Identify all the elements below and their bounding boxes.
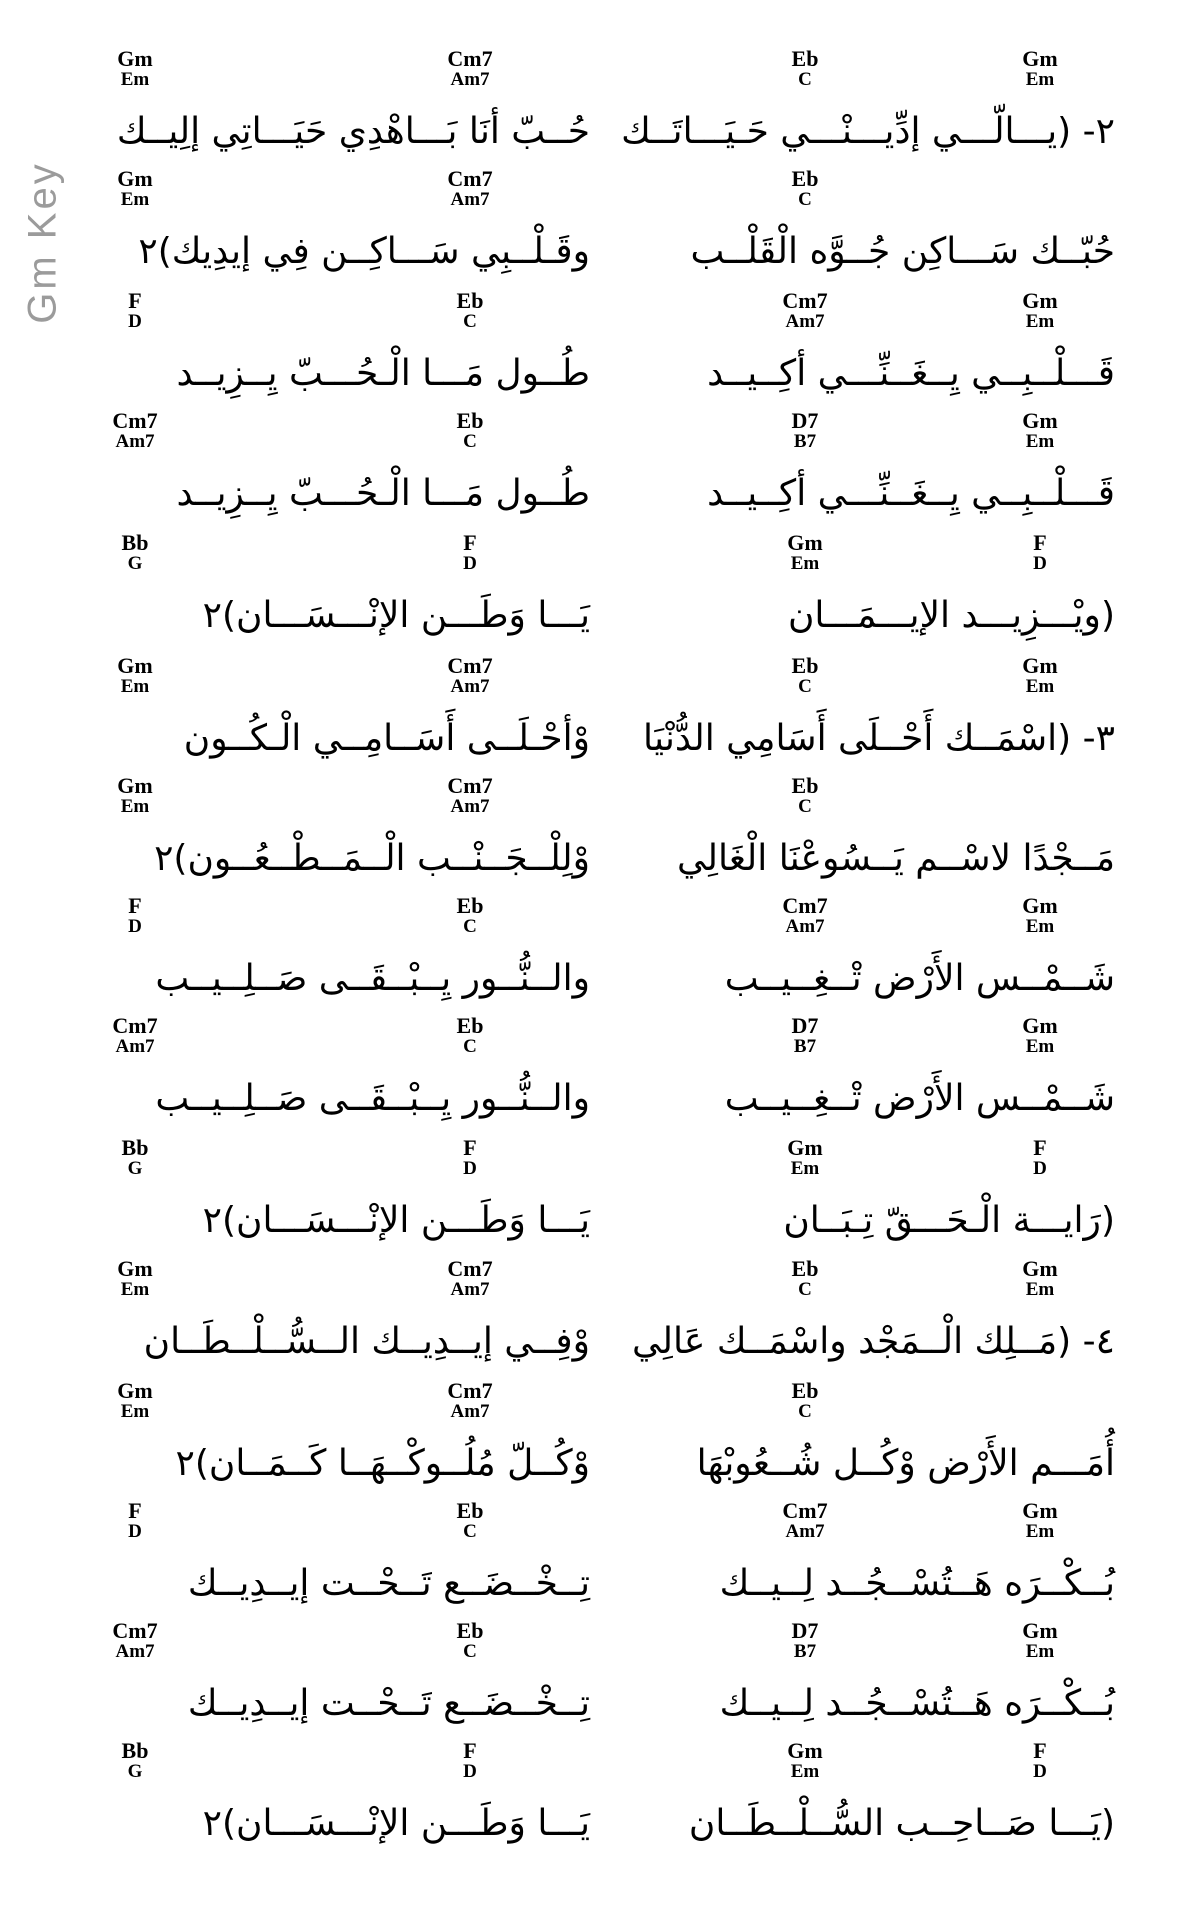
chord-transposed: Em	[1025, 69, 1055, 90]
chord-original: Cm7	[112, 1618, 158, 1643]
chord-original: Bb	[121, 1738, 149, 1763]
chord-original: Eb	[791, 166, 819, 191]
chord-label	[415, 168, 525, 209]
chord-transposed: Am7	[785, 311, 825, 332]
lyric-left-half: وْأحْـلَــى أَسَــامِــي الْـكُــون	[183, 718, 590, 759]
chord-original: Eb	[456, 288, 484, 313]
chord-original: D7	[791, 1013, 819, 1038]
chord-label	[750, 775, 860, 816]
lyric-right-half: بُــكْــرَه هَــتُسْــجُــد لِــيــك	[719, 1563, 1115, 1604]
lyric-right-half: (يَـــا صَــاحِــب السُّــلْــطَــان	[688, 1803, 1115, 1844]
chord-label	[750, 168, 860, 209]
chord-label	[80, 410, 190, 451]
chord-transposed: D	[128, 916, 142, 937]
chord-original: Eb	[456, 1498, 484, 1523]
chord-transposed: C	[798, 796, 812, 817]
chord-label	[750, 1500, 860, 1541]
chord-label	[750, 655, 860, 696]
chord-label	[80, 1740, 190, 1781]
chord-original: Cm7	[782, 893, 828, 918]
chord-original: Gm	[1022, 408, 1058, 433]
chord-label	[80, 1137, 190, 1178]
chord-original: Gm	[787, 1135, 823, 1160]
chord-original: F	[463, 1135, 477, 1160]
chord-label	[80, 1258, 190, 1299]
chord-label	[415, 532, 525, 573]
chord-label	[750, 290, 860, 331]
chord-transposed: Am7	[115, 1641, 155, 1662]
chord-label	[80, 168, 190, 209]
chord-original: Bb	[121, 1135, 149, 1160]
chord-label	[985, 895, 1095, 936]
chord-label	[985, 1620, 1095, 1661]
chord-label	[985, 532, 1095, 573]
chord-transposed: Em	[1025, 916, 1055, 937]
lyric-line	[0, 775, 1200, 897]
chord-label	[415, 290, 525, 331]
chord-label	[80, 290, 190, 331]
chord-transposed: G	[127, 1158, 143, 1179]
chord-transposed: C	[798, 676, 812, 697]
chord-transposed: D	[1033, 1158, 1047, 1179]
chord-transposed: Em	[120, 1401, 150, 1422]
lyric-line	[0, 1740, 1200, 1862]
lyric-right-half: شَــمْــس الأَرْض تْــغِــيــب	[724, 958, 1115, 999]
chord-label	[750, 1015, 860, 1056]
chord-transposed: Am7	[450, 796, 490, 817]
chord-transposed: G	[127, 553, 143, 574]
chord-original: Gm	[787, 1738, 823, 1763]
chord-label	[80, 1380, 190, 1421]
chord-label	[750, 48, 860, 89]
chord-label	[415, 775, 525, 816]
chord-transposed: Em	[790, 1158, 820, 1179]
chord-original: Bb	[121, 530, 149, 555]
chord-label	[80, 1500, 190, 1541]
chord-transposed: Em	[120, 189, 150, 210]
chord-original: Gm	[117, 46, 153, 71]
chord-original: Eb	[456, 1618, 484, 1643]
chord-label	[80, 895, 190, 936]
chord-transposed: C	[463, 431, 477, 452]
chord-transposed: D	[128, 1521, 142, 1542]
chord-transposed: D	[463, 1761, 477, 1782]
chord-label	[750, 410, 860, 451]
chord-transposed: C	[463, 916, 477, 937]
chord-label	[985, 1015, 1095, 1056]
chord-label	[985, 1137, 1095, 1178]
chord-label	[985, 1740, 1095, 1781]
chord-label	[985, 290, 1095, 331]
chord-original: Eb	[791, 46, 819, 71]
chord-original: Cm7	[112, 1013, 158, 1038]
chord-original: Cm7	[782, 1498, 828, 1523]
chord-transposed: Am7	[450, 189, 490, 210]
chord-transposed: C	[463, 1036, 477, 1057]
chord-original: Gm	[1022, 653, 1058, 678]
chord-original: Eb	[791, 653, 819, 678]
lyric-right-half: أُمَـــم الأَرْض وْكُــل شُــعُوبْهَا	[696, 1443, 1115, 1484]
chord-original: F	[463, 1738, 477, 1763]
chord-label	[80, 775, 190, 816]
lyric-right-half: شَــمْــس الأَرْض تْــغِــيــب	[724, 1078, 1115, 1119]
chord-original: Gm	[117, 1378, 153, 1403]
chord-original: Cm7	[782, 288, 828, 313]
chord-transposed: Em	[1025, 1036, 1055, 1057]
chord-label	[80, 532, 190, 573]
chord-transposed: C	[463, 311, 477, 332]
chord-transposed: Am7	[450, 69, 490, 90]
chord-original: F	[128, 288, 142, 313]
lyric-left-half: وقَـلْــبِي سَـــاكِــن فِي إيدِيك)٢	[138, 231, 590, 272]
chord-original: Gm	[1022, 1013, 1058, 1038]
lyric-line	[0, 1258, 1200, 1380]
chord-transposed: Am7	[450, 1401, 490, 1422]
chord-transposed: Am7	[450, 1279, 490, 1300]
chord-original: Gm	[1022, 288, 1058, 313]
chord-transposed: D	[128, 311, 142, 332]
chord-original: Gm	[1022, 1498, 1058, 1523]
lyric-right-half: حُبّــك سَـــاكِن جُــوَّه الْقَلْــب	[690, 231, 1115, 272]
lyric-line	[0, 48, 1200, 170]
chord-original: Gm	[117, 773, 153, 798]
chord-transposed: C	[798, 1279, 812, 1300]
chord-original: Cm7	[447, 166, 493, 191]
chord-transposed: C	[798, 1401, 812, 1422]
chord-label	[750, 1620, 860, 1661]
chord-transposed: B7	[793, 431, 817, 452]
chord-label	[415, 1137, 525, 1178]
chord-original: F	[463, 530, 477, 555]
chord-transposed: D	[463, 1158, 477, 1179]
chord-transposed: Em	[1025, 1641, 1055, 1662]
chord-transposed: C	[463, 1641, 477, 1662]
chord-label	[415, 1620, 525, 1661]
lyric-left-half: والــنُّــور يِــبْــقَــى صَــلِــيــب	[155, 958, 590, 999]
chord-original: Gm	[787, 530, 823, 555]
chord-original: F	[1033, 1135, 1047, 1160]
lyric-line	[0, 1380, 1200, 1502]
chord-label	[415, 1740, 525, 1781]
chord-transposed: Am7	[785, 1521, 825, 1542]
lyric-left-half: يَـــا وَطَـــن الإنْـــسَـــان)٢	[202, 595, 590, 636]
chord-label	[415, 895, 525, 936]
chord-label	[80, 655, 190, 696]
lyric-left-half: يَـــا وَطَـــن الإنْـــسَـــان)٢	[202, 1200, 590, 1241]
lyric-left-half: والــنُّــور يِــبْــقَــى صَــلِــيــب	[155, 1078, 590, 1119]
chord-label	[750, 1380, 860, 1421]
chord-original: D7	[791, 1618, 819, 1643]
chord-transposed: B7	[793, 1641, 817, 1662]
lyric-left-half: تِــخْــضَــع تَــحْــت إيــدِيــك	[187, 1683, 590, 1724]
chord-label	[80, 48, 190, 89]
chord-label	[750, 895, 860, 936]
chord-original: Eb	[791, 1256, 819, 1281]
lyric-right-half: بُــكْــرَه هَــتُسْــجُــد لِــيــك	[719, 1683, 1115, 1724]
chord-original: Cm7	[447, 46, 493, 71]
lyric-line	[0, 1500, 1200, 1622]
lyric-left-half: طُــول مَـــا الْـحُـــبّ يِــزِيــد	[176, 353, 590, 394]
chord-original: F	[128, 893, 142, 918]
lyric-left-half: حُــبّ أنَا بَـــاهْدِي حَيَـــاتِي إلِيــك	[116, 111, 590, 152]
lyric-line	[0, 290, 1200, 412]
chord-original: Cm7	[447, 773, 493, 798]
chord-transposed: Em	[1025, 431, 1055, 452]
chord-original: D7	[791, 408, 819, 433]
chord-transposed: G	[127, 1761, 143, 1782]
lyric-right-half: (ويْـــزِيـــد الإيـــمَـــان	[787, 595, 1115, 636]
chord-transposed: Am7	[785, 916, 825, 937]
chord-label	[985, 48, 1095, 89]
chord-label	[415, 1500, 525, 1541]
chord-label	[80, 1015, 190, 1056]
chord-original: Gm	[1022, 46, 1058, 71]
key-label-text: Gm Key	[21, 161, 66, 324]
chord-transposed: Em	[1025, 1279, 1055, 1300]
lyric-left-half: يَـــا وَطَـــن الإنْـــسَـــان)٢	[202, 1803, 590, 1844]
chord-transposed: Em	[120, 676, 150, 697]
chord-transposed: Em	[790, 1761, 820, 1782]
chord-transposed: Am7	[115, 1036, 155, 1057]
chord-label	[750, 1258, 860, 1299]
chord-transposed: B7	[793, 1036, 817, 1057]
lyric-line	[0, 655, 1200, 777]
chord-label	[985, 1258, 1095, 1299]
chord-original: Eb	[456, 1013, 484, 1038]
lyric-line	[0, 895, 1200, 1017]
chord-original: Eb	[456, 408, 484, 433]
chord-transposed: C	[798, 189, 812, 210]
lyric-right-half: قَـــلْــبِــي يِــغَــنِّـــي أكِــيــد	[707, 473, 1115, 514]
chord-label	[985, 1500, 1095, 1541]
lyric-line	[0, 168, 1200, 290]
lyric-left-half: تِــخْــضَــع تَــحْــت إيــدِيــك	[187, 1563, 590, 1604]
chord-label	[415, 1258, 525, 1299]
chord-transposed: C	[463, 1521, 477, 1542]
chord-original: Gm	[1022, 1256, 1058, 1281]
lyric-line	[0, 1620, 1200, 1742]
chord-transposed: Am7	[450, 676, 490, 697]
lyric-left-half: وْكُــلّ مُلُــوكْــهَــا كَــمَــان)٢	[175, 1443, 590, 1484]
chord-label	[750, 532, 860, 573]
chord-original: Gm	[1022, 893, 1058, 918]
chord-transposed: Em	[1025, 311, 1055, 332]
chord-transposed: D	[1033, 553, 1047, 574]
chord-label	[415, 1380, 525, 1421]
chord-transposed: Em	[120, 1279, 150, 1300]
chord-original: F	[128, 1498, 142, 1523]
chord-original: Gm	[1022, 1618, 1058, 1643]
lyric-right-half: (رَايـــة الْـحَـــقّ تِـبَــان	[783, 1200, 1115, 1241]
chord-original: Cm7	[112, 408, 158, 433]
chord-original: Eb	[456, 893, 484, 918]
chord-original: F	[1033, 530, 1047, 555]
chord-label	[985, 410, 1095, 451]
chord-label	[750, 1137, 860, 1178]
chord-original: Cm7	[447, 1378, 493, 1403]
chord-label	[415, 655, 525, 696]
chord-label	[750, 1740, 860, 1781]
chord-transposed: Em	[790, 553, 820, 574]
chord-original: Eb	[791, 773, 819, 798]
lyric-line	[0, 532, 1200, 654]
lyric-right-half: ٢- (يـــالّـــي إدِّيـــنْـــي حَـيَـــاتَــك	[621, 111, 1115, 152]
chord-original: Gm	[117, 653, 153, 678]
chord-label	[985, 655, 1095, 696]
chord-original: Gm	[117, 166, 153, 191]
chord-label	[415, 48, 525, 89]
chord-transposed: Am7	[115, 431, 155, 452]
lyric-line	[0, 1137, 1200, 1259]
lyric-left-half: وْفِــي إيــدِيــك الــسُّــلْــطَــان	[143, 1321, 590, 1362]
chord-original: Cm7	[447, 653, 493, 678]
chord-transposed: Em	[120, 796, 150, 817]
lyric-left-half: طُــول مَـــا الْـحُـــبّ يِــزِيــد	[176, 473, 590, 514]
chord-transposed: D	[1033, 1761, 1047, 1782]
chord-transposed: C	[798, 69, 812, 90]
chord-original: Gm	[117, 1256, 153, 1281]
chord-transposed: Em	[120, 69, 150, 90]
chord-original: Eb	[791, 1378, 819, 1403]
chord-original: F	[1033, 1738, 1047, 1763]
chord-transposed: D	[463, 553, 477, 574]
chord-transposed: Em	[1025, 676, 1055, 697]
lyric-line	[0, 1015, 1200, 1137]
chord-transposed: Em	[1025, 1521, 1055, 1542]
lyric-right-half: ٤- (مَــلِك الْــمَجْد واسْمَــك عَالِي	[631, 1321, 1115, 1362]
lyric-right-half: ٣- (اسْمَــك أَحْــلَى أَسَامِي الدُّنْيَا	[643, 718, 1115, 759]
chord-label	[415, 410, 525, 451]
chord-label	[80, 1620, 190, 1661]
lyric-line	[0, 410, 1200, 532]
chord-original: Cm7	[447, 1256, 493, 1281]
lyric-right-half: مَــجْدًا لاسْــم يَــسُوعْنَا الْغَالِي	[676, 838, 1115, 879]
chord-label	[415, 1015, 525, 1056]
lyric-left-half: وْلِلْــجَــنْــب الْــمَــطْــعُــون)٢	[154, 838, 590, 879]
lyric-right-half: قَـــلْــبِــي يِــغَــنِّـــي أكِــيــد	[707, 353, 1115, 394]
